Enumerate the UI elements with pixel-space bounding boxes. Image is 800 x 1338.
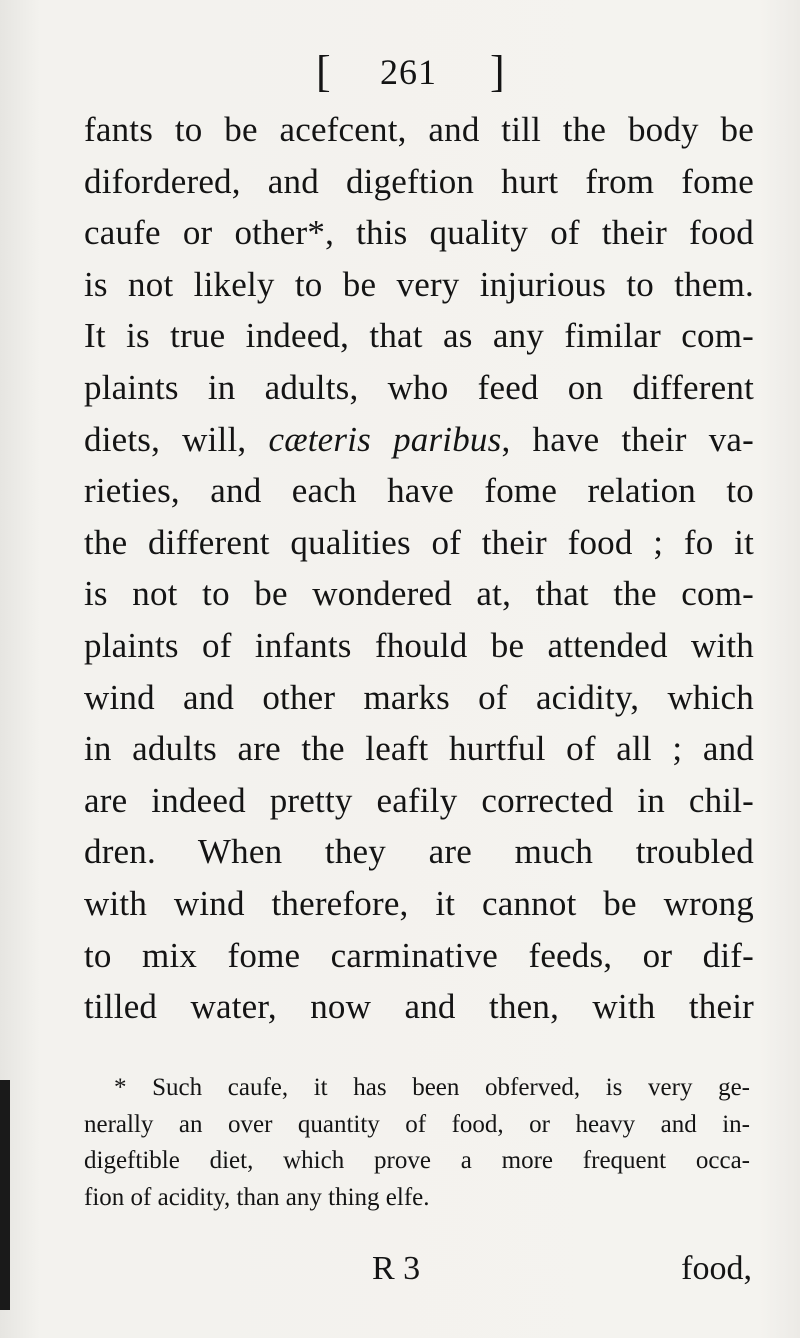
footnote-line: fion of acidity, than any thing elfe. xyxy=(84,1183,430,1211)
text-line: the different qualities of their food ; fo it xyxy=(84,522,754,562)
text-line: plaints in adults, who feed on different xyxy=(84,367,754,407)
catchword: food, xyxy=(681,1250,752,1287)
text-line: is not to be wondered at, that the com- xyxy=(84,574,754,614)
text-line: dren. When they are much troubled xyxy=(84,832,754,872)
page-header xyxy=(0,44,800,100)
text-line: diets, will, cæteris paribus, have their va- xyxy=(84,419,755,459)
text-line: is not likely to be very injurious to them. xyxy=(84,264,754,304)
text-line: with wind therefore, it cannot be wrong xyxy=(84,883,754,923)
text-line: wind and other marks of acidity, which xyxy=(84,677,754,717)
header-bracket-open: [ xyxy=(316,47,331,96)
body-text xyxy=(84,104,754,1033)
text-line: fants to be acefcent, and till the body be xyxy=(84,110,754,149)
footnote-line: nerally an over quantity of food, or heavy and in- xyxy=(84,1110,750,1138)
text-line: tilled water, now and then, with their xyxy=(84,987,754,1027)
text-line: in adults are the leaft hurtful of all ; and xyxy=(84,729,754,769)
signature-mark: R 3 xyxy=(372,1250,421,1287)
footnote xyxy=(84,1070,750,1216)
text-line: plaints of infants fhould be attended with xyxy=(84,625,754,665)
text-line: It is true indeed, that as any fimilar com- xyxy=(84,316,754,356)
text-line: difordered, and digeftion hurt from fome xyxy=(84,161,754,201)
header-bracket-close: ] xyxy=(490,47,505,96)
text-line: rieties, and each have fome relation to xyxy=(84,471,754,511)
text-line: are indeed pretty eafily corrected in chil- xyxy=(84,780,754,820)
page-number: 261 xyxy=(380,52,437,92)
footnote-line: * Such caufe, it has been obferved, is very ge- xyxy=(114,1074,750,1101)
page-footer xyxy=(0,1244,800,1294)
text-line: caufe or other*, this quality of their food xyxy=(84,213,754,253)
text-line: to mix fome carminative feeds, or dif- xyxy=(84,935,754,975)
footnote-line: digeftible diet, which prove a more frequent occa- xyxy=(84,1147,750,1174)
italic-phrase: cæteris paribus xyxy=(268,419,502,459)
